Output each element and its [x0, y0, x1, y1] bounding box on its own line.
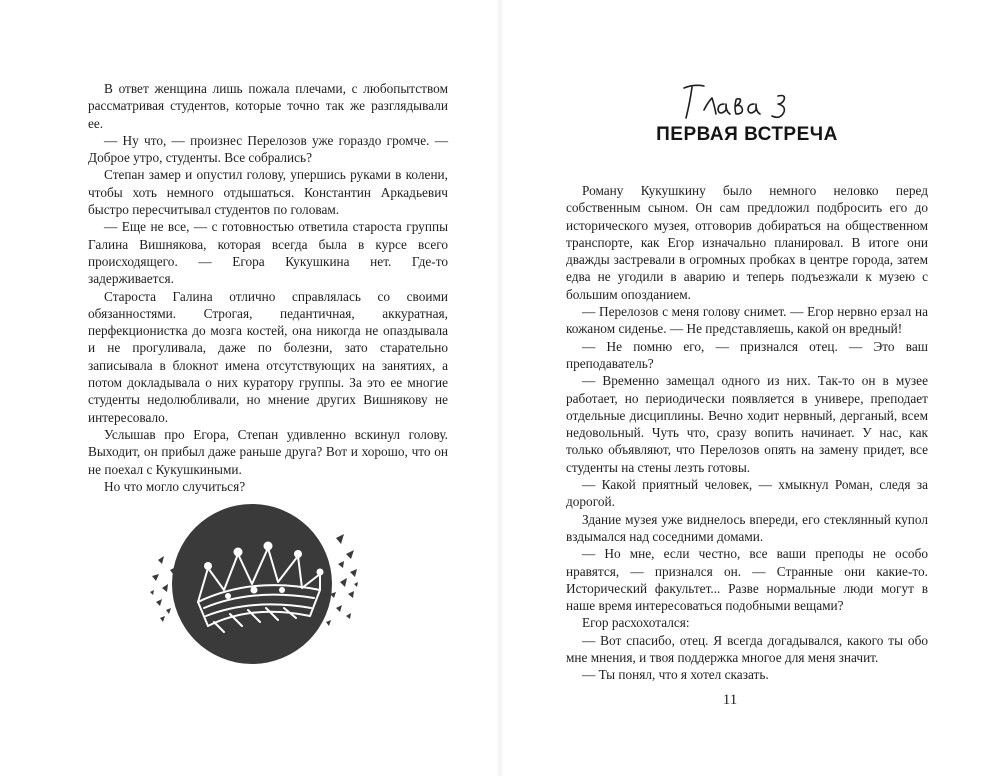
left-paragraph-4: — Еще не все, — с готовностью ответила староста группы Галина Вишнякова, которая всегда была в курсе всего происходящего. — Егора Кукушкина нет. Где-то задерживается.	[88, 219, 448, 287]
page-number: 11	[722, 692, 738, 708]
right-paragraph-4: — Временно замещал одного из них. Так-то он в музее работает, но периодически появляется в универе, преподает отдельные дисциплины. Вечно ходит нервный, дерганый, всем недовольный. Чуть что, сразу вопить начинает. У нас, как только объявляют, что Перелозов опять на замену придет, все студенты на стены лезть готовы.	[566, 373, 928, 475]
left-paragraph-5: Староста Галина отлично справлялась со своими обязанностями. Строгая, педантичная, аккуратная, перфекционистка до мозга костей, она никогда не опаздывала и не прогуливала, даже по болезни, зато старательно записывала в блокнот имена отсутствующих на занятиях, а потом докладывала о них куратору группы. За это ее многие студенты недолюбливали, но мнение других Вишнякову не интересовало.	[88, 288, 448, 425]
chapter-heading-script-icon	[670, 80, 810, 124]
right-paragraph-9: — Вот спасибо, отец. Я всегда догадывался, какого ты обо мне мнения, и твоя поддержка многое для меня значит.	[566, 632, 928, 666]
right-paragraph-10: — Ты понял, что я хотел сказать.	[582, 667, 769, 683]
right-paragraph-2: — Перелозов с меня голову снимет. — Егор нервно ерзал на кожаном сиденье. — Не представляешь, какой он вредный!	[566, 304, 928, 337]
crown-circle-illustration-icon	[150, 498, 360, 670]
left-page-text	[88, 80, 448, 495]
chapter-title: ПЕРВАЯ ВСТРЕЧА	[656, 124, 838, 145]
right-paragraph-1: Роману Кукушкину было немного неловко перед собственным сыном. Он сам предложил подбросить его до исторического музея, отговорив добираться на общественном транспорте, как Егор изначально планировал. В итоге они дважды застревали в огромных пробках в центре города, затем едва не угодили в аварию и теперь подъезжали к музею с большим опозданием.	[566, 183, 928, 302]
left-paragraph-3: Степан замер и опустил голову, упершись руками в колени, чтобы хоть немного отдышаться. Константин Аркадьевич быстро пересчитывал студентов по головам.	[88, 167, 448, 218]
right-page-text	[566, 182, 928, 684]
left-paragraph-2: — Ну что, — произнес Перелозов уже гораздо громче. — Доброе утро, студенты. Все собрались?	[88, 132, 448, 166]
right-paragraph-8: Егор расхохотался:	[582, 615, 690, 631]
left-paragraph-7: Но что могло случиться?	[104, 478, 246, 494]
right-paragraph-6: Здание музея уже виднелось впереди, его стеклянный купол вздымался над соседними домами.	[566, 511, 928, 544]
right-paragraph-7: — Но мне, если честно, все ваши преподы не особо нравятся, — признался он. — Странные они какие-то. Исторический факультет... Разве нормальные люди могут в наше время интересоваться подобными вещами?	[566, 546, 928, 614]
right-paragraph-3: — Не помню его, — признался отец. — Это ваш преподаватель?	[566, 338, 928, 371]
left-paragraph-1: В ответ женщина лишь пожала плечами, с любопытством рассматривая студентов, которые точно так же разглядывали ее.	[88, 81, 448, 131]
right-paragraph-5: — Какой приятный человек, — хмыкнул Роман, следя за дорогой.	[566, 477, 928, 510]
left-paragraph-6: Услышав про Егора, Степан удивленно вскинул голову. Выходит, он прибыл даже раньше друга? Вот и хорошо, что он не поехал с Кукушкиными.	[88, 426, 448, 477]
